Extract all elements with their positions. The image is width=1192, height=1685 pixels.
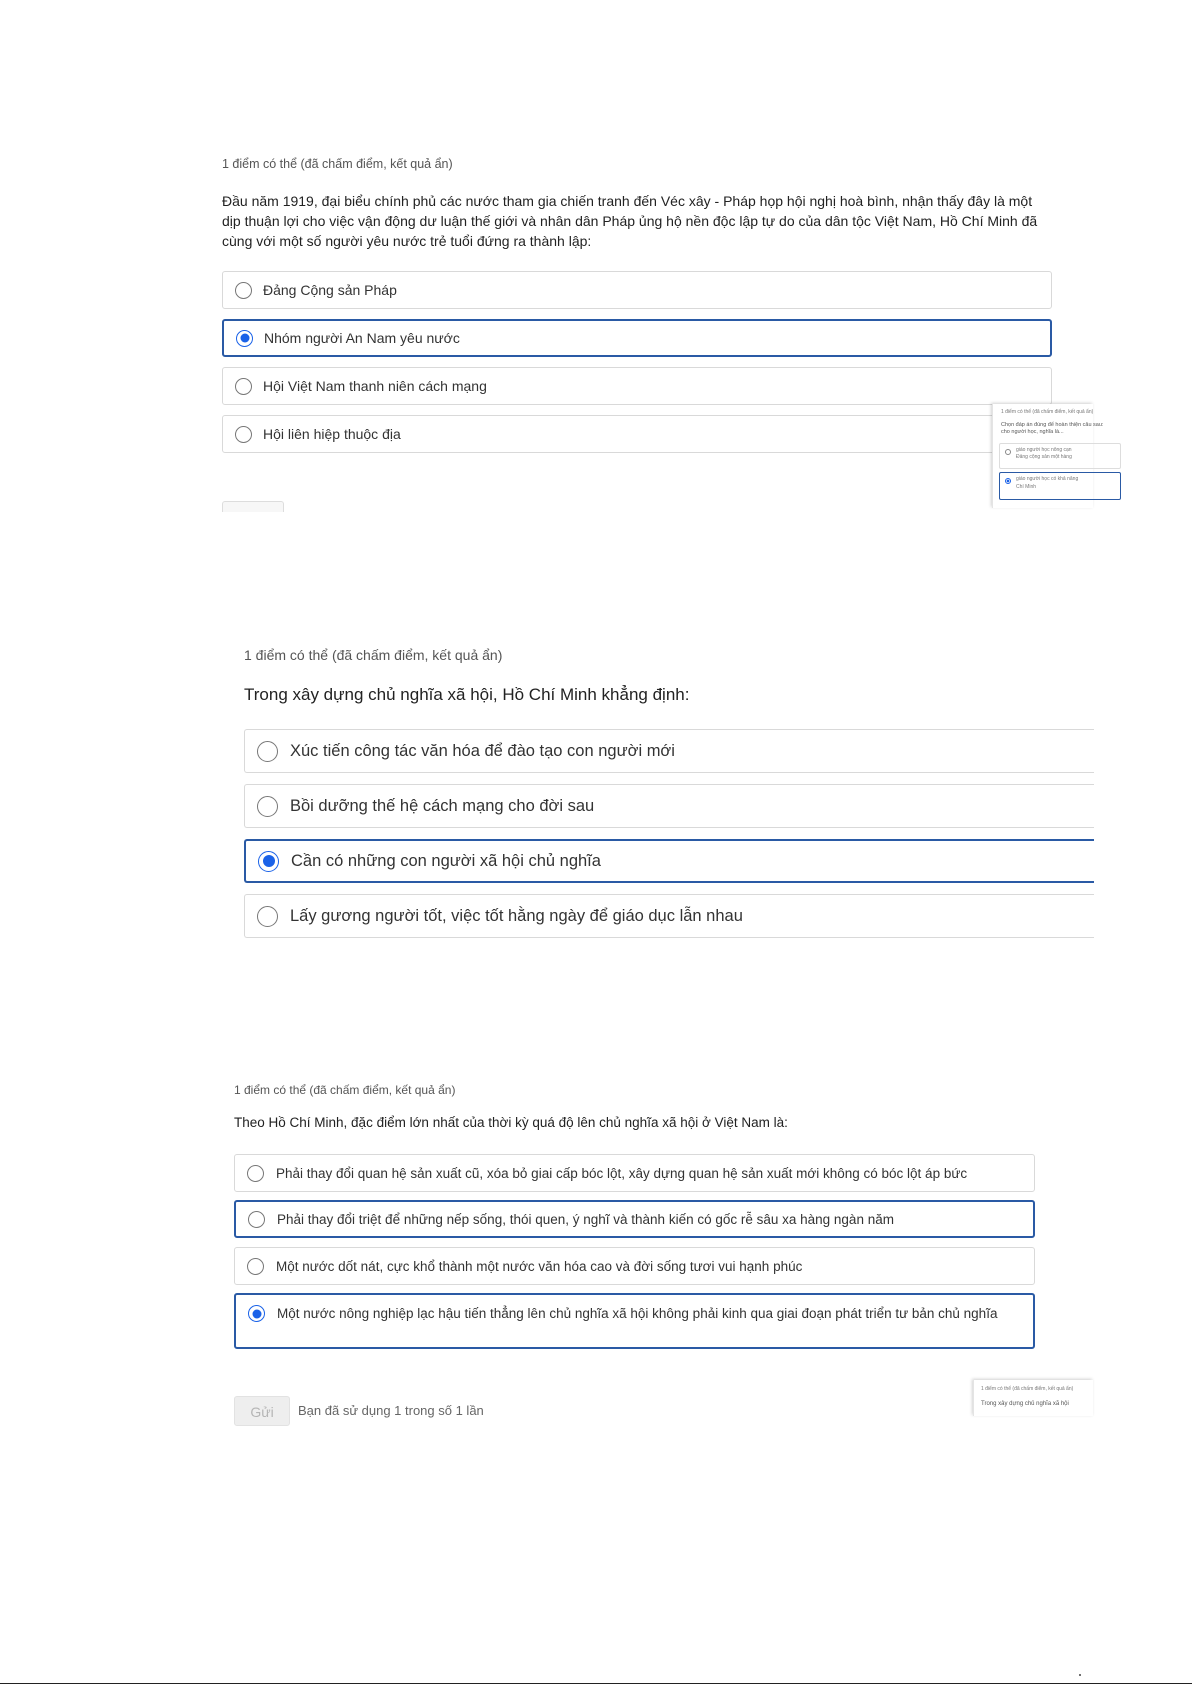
question-stem: Theo Hồ Chí Minh, đặc điểm lớn nhất của thời kỳ quá độ lên chủ nghĩa xã hội ở Việt Nam là: xyxy=(234,1115,788,1130)
answer-option-selected[interactable] xyxy=(234,1293,1035,1349)
answer-option-label: Đảng Cộng sản Pháp xyxy=(263,282,397,298)
thumbnail-option xyxy=(999,443,1121,469)
answer-option[interactable] xyxy=(244,894,1094,938)
question-points-meta: 1 điểm có thể (đã chấm điểm, kết quả ẩn) xyxy=(234,1083,456,1097)
thumbnail-meta: 1 điểm có thể (đã chấm điểm, kết quả ẩn) xyxy=(1001,409,1094,415)
answer-option-focused[interactable] xyxy=(234,1200,1035,1238)
question-points-meta: 1 điểm có thể (đã chấm điểm, kết quả ẩn) xyxy=(222,157,453,171)
submit-footer xyxy=(234,1396,734,1420)
page-bottom-rule xyxy=(0,1683,1192,1684)
thumbnail-stem: cho người học, nghĩa là... xyxy=(1001,429,1064,435)
answer-option[interactable] xyxy=(222,415,1052,453)
radio-unchecked-icon[interactable] xyxy=(235,426,252,443)
answer-option-selected[interactable] xyxy=(222,319,1052,357)
radio-unchecked-icon[interactable] xyxy=(257,741,278,762)
answer-option[interactable] xyxy=(234,1154,1035,1192)
attempts-counter: Bạn đã sử dụng 1 trong số 1 lần xyxy=(298,1403,484,1418)
page-mark xyxy=(1079,1674,1081,1676)
thumbnail-option-selected xyxy=(999,472,1121,500)
submit-button[interactable]: Gửi xyxy=(234,1396,290,1426)
thumbnail-option-label: giáo người học có khả năng xyxy=(1016,476,1079,482)
radio-unchecked-icon[interactable] xyxy=(257,906,278,927)
answer-option-label: Một nước dốt nát, cực khổ thành một nước văn hóa cao và đời sống tươi vui hạnh phúc xyxy=(276,1258,803,1274)
thumbnail-meta: 1 điểm có thể (đã chấm điểm, kết quả ẩn) xyxy=(981,1386,1074,1392)
answer-option-label: Nhóm người An Nam yêu nước xyxy=(264,330,460,346)
answer-option-label: Phải thay đổi quan hệ sản xuất cũ, xóa bỏ giai cấp bóc lột, xây dựng quan hệ sản xuất mới không có bóc lột áp bức xyxy=(276,1165,968,1181)
radio-unchecked-icon[interactable] xyxy=(247,1165,264,1182)
radio-checked-icon[interactable] xyxy=(248,1305,265,1322)
answer-option-label: Phải thay đổi triệt để những nếp sống, thói quen, ý nghĩ và thành kiến có gốc rễ sâu xa hàng ngàn năm xyxy=(277,1211,894,1227)
answer-option[interactable] xyxy=(244,729,1094,773)
answer-option-label: Cần có những con người xã hội chủ nghĩa xyxy=(291,851,601,870)
answer-option-label: Một nước nông nghiệp lạc hậu tiến thẳng lên chủ nghĩa xã hội không phải kinh qua giai đoạn phát triển tư bản chủ nghĩa xyxy=(277,1306,998,1321)
thumbnail-option-label: Chí Minh xyxy=(1016,484,1037,490)
question-points-meta: 1 điểm có thể (đã chấm điểm, kết quả ẩn) xyxy=(244,647,503,663)
radio-unchecked-icon[interactable] xyxy=(235,282,252,299)
question-stem: Đầu năm 1919, đại biểu chính phủ các nước tham gia chiến tranh đến Véc xây - Pháp họp hội nghị hoà bình, nhận thấy đây là một dịp thuận lợi cho việc vận động dư luận thế giới và nhân dân Pháp ủng hộ nền độc lập tự do của dân tộc Việt Nam, Hồ Chí Minh đã cùng với một số người yêu nước trẻ tuổi đứng ra thành lập: xyxy=(222,193,1038,249)
answer-option[interactable] xyxy=(244,784,1094,828)
thumbnail-stem: Trong xây dựng chủ nghĩa xã hội xyxy=(981,1401,1069,1407)
inset-screenshot-thumbnail xyxy=(992,404,1104,508)
answer-option-label: Hội liên hiệp thuộc địa xyxy=(263,426,401,442)
answer-option[interactable] xyxy=(222,271,1052,309)
answer-option-label: Xúc tiến công tác văn hóa để đào tạo con người mới xyxy=(290,741,675,760)
answer-option-selected[interactable] xyxy=(244,839,1094,883)
radio-unchecked-icon[interactable] xyxy=(248,1211,265,1228)
radio-checked-icon[interactable] xyxy=(258,851,279,872)
inset-screenshot-thumbnail xyxy=(973,1380,1093,1416)
radio-unchecked-icon xyxy=(1005,449,1011,455)
answer-option[interactable] xyxy=(234,1247,1035,1285)
radio-unchecked-icon[interactable] xyxy=(235,378,252,395)
answer-option-label: Lấy gương người tốt, việc tốt hằng ngày để giáo dục lẫn nhau xyxy=(290,906,743,925)
radio-checked-icon xyxy=(1005,478,1011,484)
answer-option-label: Hội Việt Nam thanh niên cách mạng xyxy=(263,378,487,394)
submit-button-cropped[interactable] xyxy=(222,501,284,512)
thumbnail-option-label: giáo người học nông cạn xyxy=(1016,447,1072,453)
answer-option-label: Bồi dưỡng thế hệ cách mạng cho đời sau xyxy=(290,796,595,815)
radio-checked-icon[interactable] xyxy=(236,330,253,347)
radio-unchecked-icon[interactable] xyxy=(247,1258,264,1275)
thumbnail-option-label: Đảng cộng sản một hàng xyxy=(1016,454,1072,460)
question-stem: Trong xây dựng chủ nghĩa xã hội, Hồ Chí Minh khẳng định: xyxy=(244,685,690,704)
thumbnail-stem: Chọn đáp án đúng để hoàn thiện câu sau: xyxy=(1001,422,1104,428)
radio-unchecked-icon[interactable] xyxy=(257,796,278,817)
answer-option[interactable] xyxy=(222,367,1052,405)
